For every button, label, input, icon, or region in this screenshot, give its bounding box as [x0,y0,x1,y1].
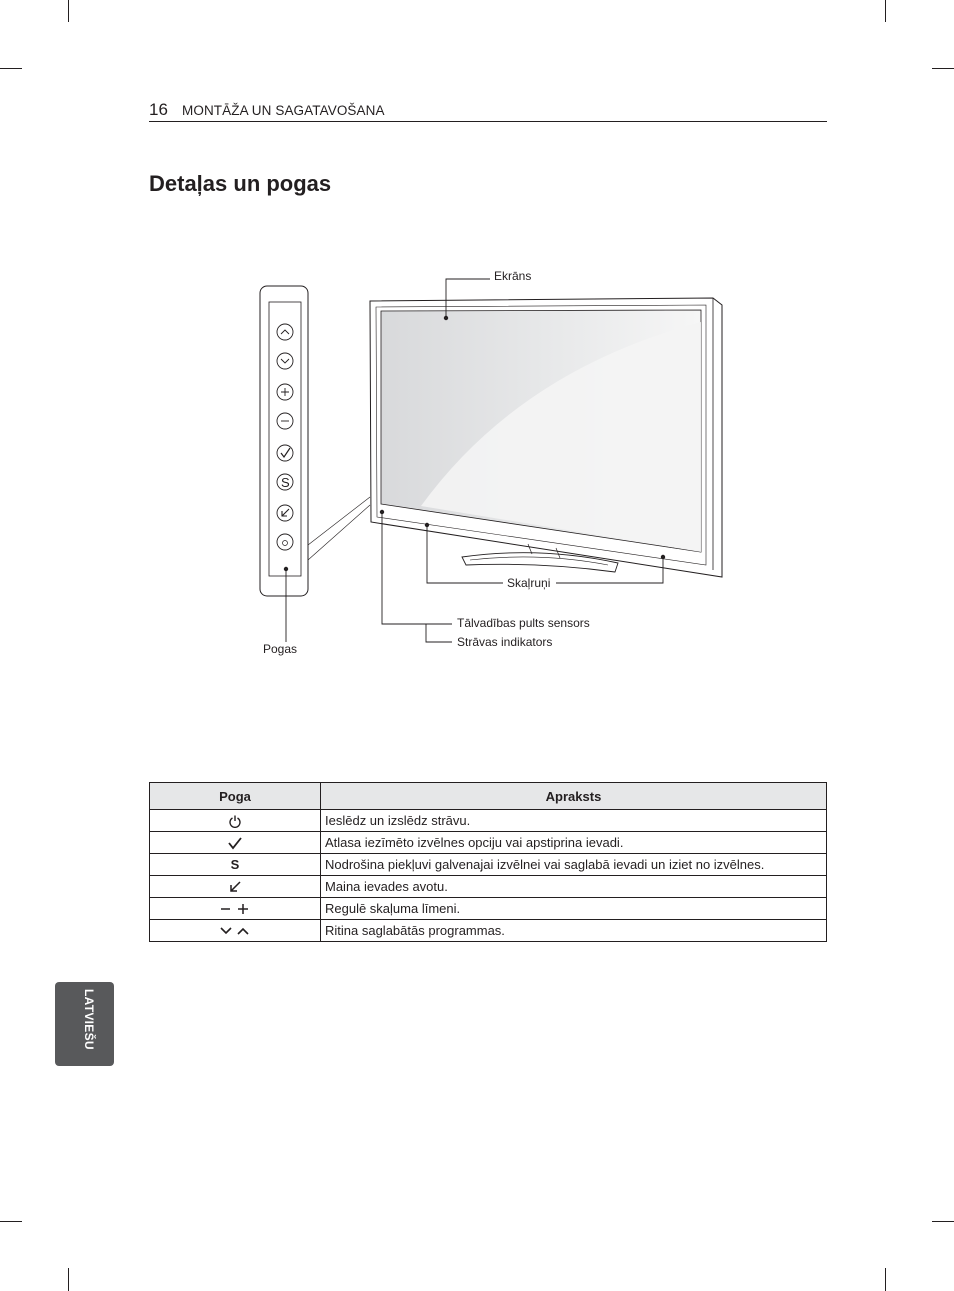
table-header-row [150,783,827,810]
crop-mark [68,1268,69,1291]
crop-mark [0,1221,22,1222]
label-power-indicator: Strāvas indikators [457,635,553,649]
input-icon [228,880,242,894]
row-description: Nodrošina piekļuvi galvenajai izvēlnei vai saglabā ievadi un iziet no izvēlnes. [321,854,827,876]
table-row [150,920,827,942]
minus-plus-icon [219,902,251,916]
label-speakers: Skaļruņi [507,576,551,590]
table-row [150,876,827,898]
row-description: Ritina saglabātās programmas. [321,920,827,942]
table-row [150,854,827,876]
table-row [150,898,827,920]
page-title: Detaļas un pogas [149,171,332,196]
page-number: 16 [149,100,168,119]
row-description: Atlasa iezīmēto izvēlnes opciju vai apstiprina ievadi. [321,832,827,854]
label-remote-sensor: Tālvadības pults sensors [457,616,590,630]
column-header-description: Apraksts [321,783,827,810]
row-description: Maina ievades avotu. [321,876,827,898]
language-tab-label: LATVIEŠU [82,989,96,1050]
s-icon: S [230,857,240,872]
column-header-button: Poga [150,783,321,810]
buttons-table [149,782,827,942]
crop-mark [932,1221,954,1222]
label-screen: Ekrāns [494,269,532,283]
table-row [150,832,827,854]
chevron-down-up-icon [219,924,251,938]
row-description: Ieslēdz un izslēdz strāvu. [321,810,827,832]
power-icon [228,814,242,828]
crop-mark [885,1268,886,1291]
check-icon [227,836,243,850]
label-buttons: Pogas [263,642,298,656]
row-description: Regulē skaļuma līmeni. [321,898,827,920]
section-title: MONTĀŽA UN SAGATAVOŠANA [182,103,385,118]
table-row [150,810,827,832]
svg-text:S: S [281,475,290,490]
